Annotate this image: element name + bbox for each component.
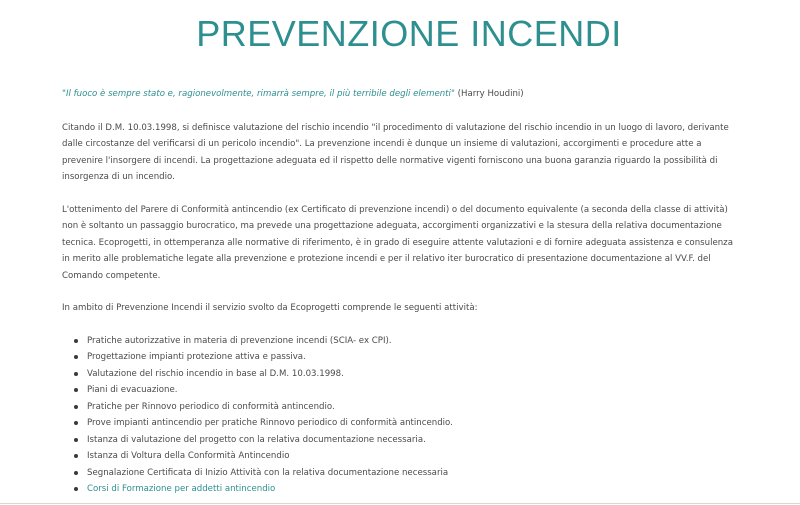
quote-author: (Harry Houdini) bbox=[454, 89, 524, 99]
list-item: Segnalazione Certificata di Inizio Attività con la relativa documentazione necessaria bbox=[87, 465, 742, 482]
quote-text: "Il fuoco è sempre stato e, ragionevolmente, rimarrà sempre, il più terribile degli elementi" bbox=[62, 89, 455, 99]
list-item: Pratiche autorizzative in materia di prevenzione incendi (SCIA- ex CPI). bbox=[87, 333, 742, 350]
page-title: PREVENZIONE INCENDI bbox=[196, 13, 622, 54]
paragraph-definition: Citando il D.M. 10.03.1998, si definisce valutazione del rischio incendio "il procedimento di valutazione del rischio incendio in un luogo di lavoro, derivante dalle circostanze del verificarsi di un pericolo incendio". La prevenzione incendi è dunque un insieme di valutazioni, accorgimenti e procedure atte a prevenire l'insorgere di incendi. La progettazione adeguata ed il rispetto delle normative vigenti forniscono una buona garanzia riguardo la possibilità di insorgenza di un incendio. bbox=[62, 122, 729, 182]
activities-list bbox=[62, 333, 742, 498]
bottom-divider bbox=[0, 503, 800, 504]
list-item-training bbox=[87, 481, 742, 498]
list-item: Valutazione del rischio incendio in base al D.M. 10.03.1998. bbox=[87, 366, 742, 383]
list-item: Istanza di valutazione del progetto con la relativa documentazione necessaria. bbox=[87, 432, 742, 449]
list-item: Pratiche per Rinnovo periodico di conformità antincendio. bbox=[87, 399, 742, 416]
paragraph-services-intro: In ambito di Prevenzione Incendi il servizio svolto da Ecoprogetti comprende le seguenti attività: bbox=[62, 303, 478, 313]
main-content bbox=[62, 86, 742, 498]
list-item: Piani di evacuazione. bbox=[87, 382, 742, 399]
list-item: Istanza di Voltura della Conformità Antincendio bbox=[87, 448, 742, 465]
quote-block bbox=[62, 86, 742, 103]
list-item: Prove impianti antincendio per pratiche Rinnovo periodico di conformità antincendio. bbox=[87, 415, 742, 432]
list-item: Progettazione impianti protezione attiva e passiva. bbox=[87, 349, 742, 366]
training-courses-link[interactable]: Corsi di Formazione per addetti antincendio bbox=[87, 484, 276, 494]
paragraph-conformity: L'ottenimento del Parere di Conformità antincendio (ex Certificato di prevenzione incendi) o del documento equivalente (a seconda della classe di attività) non è soltanto un passaggio burocratico, ma prevede una progettazione adeguata, accorgimenti organizzativi e la stesura della relativa documentazione tecnica. Ecoprogetti, in ottemperanza alle normative di riferimento, è in grado di eseguire attente valutazioni e di fornire adeguata assistenza e consulenza in merito alle problematiche legate alla prevenzione e protezione incendi e per il relativo iter burocratico di presentazione documentazione al VV.F. del Comando competente. bbox=[62, 204, 733, 281]
